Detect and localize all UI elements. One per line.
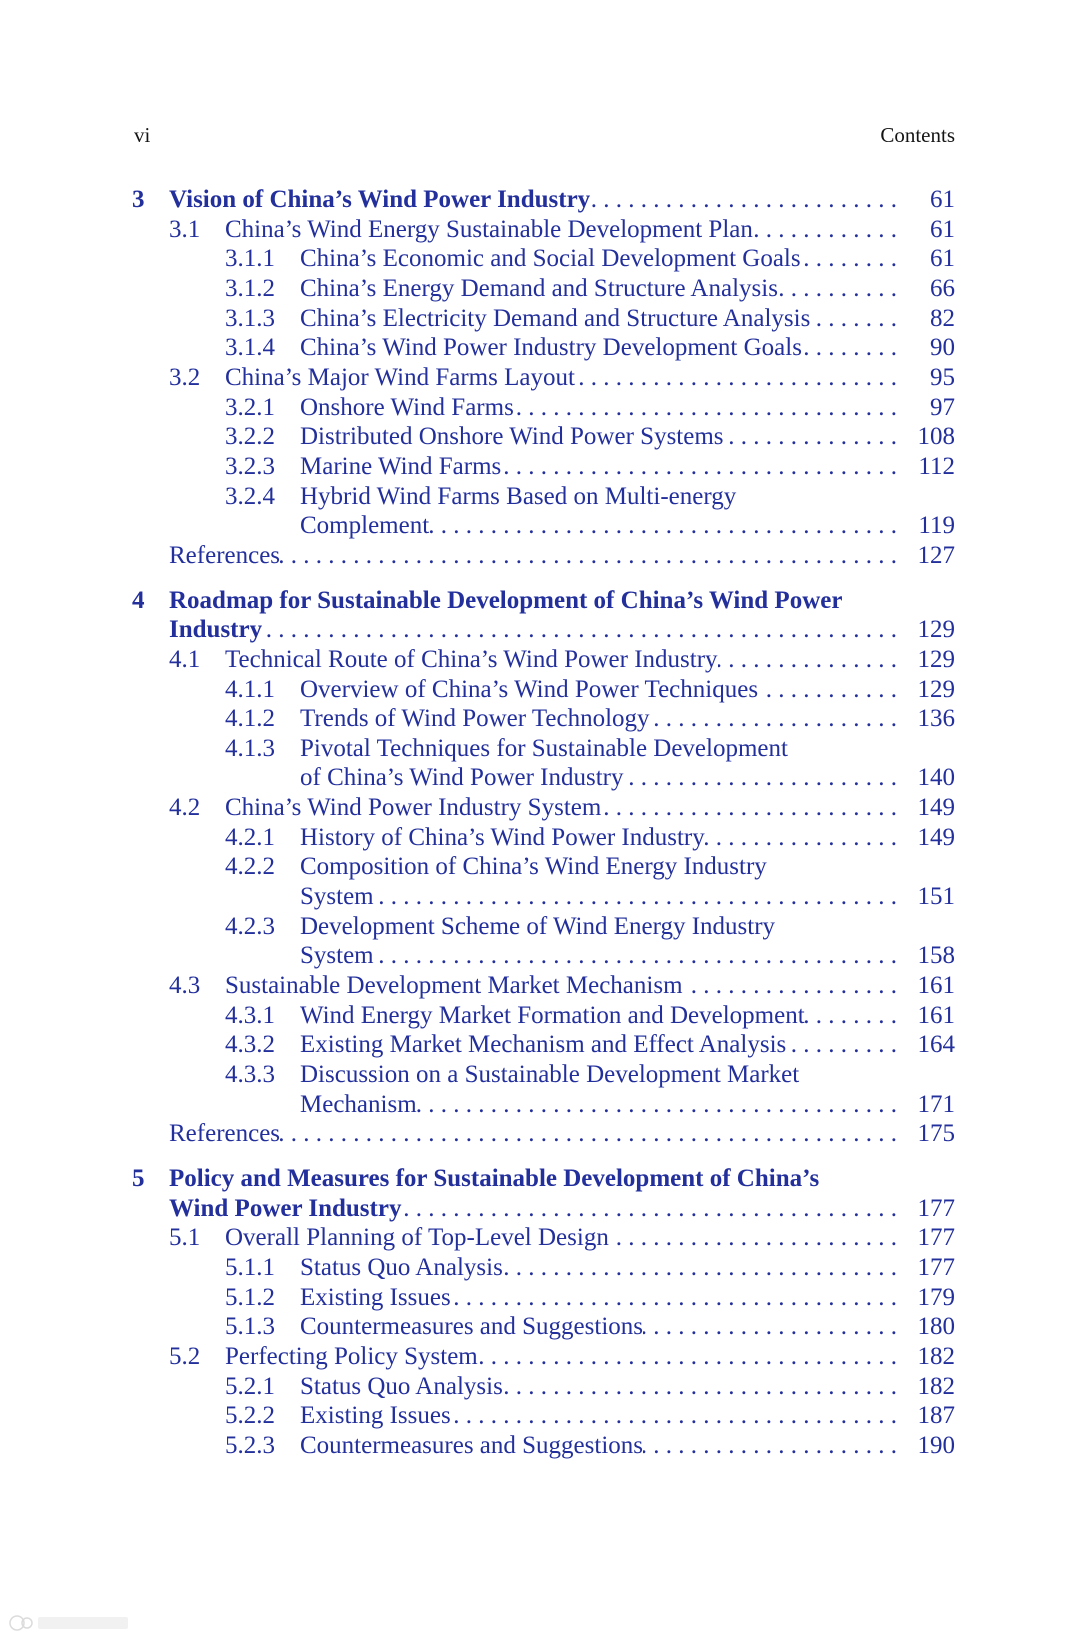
- entry-number: 5.1.2: [225, 1283, 275, 1311]
- dot-leader: [683, 971, 897, 1001]
- entry-line: [300, 422, 955, 452]
- dot-leader: [643, 1431, 897, 1461]
- entry-number: 3.2.2: [225, 423, 275, 451]
- entry-number: 5.2.3: [225, 1431, 275, 1459]
- entry-number: 5.1: [169, 1224, 201, 1252]
- entry-line: [300, 1431, 955, 1461]
- entry-line: [300, 704, 955, 734]
- entry-title: Status Quo Analysis: [300, 1372, 503, 1400]
- entry-line: [300, 1401, 955, 1431]
- toc-subsection-4-3-2[interactable]: [0, 1030, 1080, 1060]
- page-number: 190: [917, 1431, 955, 1459]
- entry-line: [300, 675, 955, 705]
- dot-leader: [374, 941, 897, 971]
- dot-leader: [624, 763, 897, 793]
- page-number: 158: [917, 942, 955, 970]
- page-number: 179: [917, 1283, 955, 1311]
- entry-number: 3.2.4: [225, 482, 275, 510]
- page-folio: vi: [134, 123, 151, 147]
- entry-title: Distributed Onshore Wind Power Systems: [300, 423, 724, 451]
- dot-leader: [401, 1194, 897, 1224]
- entry-number: 4.1.2: [225, 705, 275, 733]
- entry-number: 4.2.3: [225, 912, 275, 940]
- entry-number: 5.1.1: [225, 1253, 275, 1281]
- page-number: 164: [917, 1031, 955, 1059]
- page-number: 90: [930, 334, 955, 362]
- page-number: 95: [930, 363, 955, 391]
- toc-section-4-2[interactable]: [0, 793, 1080, 823]
- entry-line: [300, 1283, 955, 1313]
- entry-line: [300, 274, 955, 304]
- toc-subsection-3-1-2[interactable]: [0, 274, 1080, 304]
- dot-leader: [718, 645, 897, 675]
- dot-leader: [478, 1342, 897, 1372]
- entry-number: 4.3: [169, 972, 201, 1000]
- toc-subsection-4-1-1[interactable]: [0, 675, 1080, 705]
- entry-number: 3.1.2: [225, 274, 275, 302]
- watermark-logo-icon: [8, 1612, 138, 1634]
- dot-leader: [609, 1223, 897, 1253]
- entry-title: Discussion on a Sustainable Development Market: [300, 1061, 800, 1089]
- entry-line: [225, 793, 955, 823]
- toc-subsection-5-1-2[interactable]: [0, 1283, 1080, 1313]
- dot-leader: [753, 215, 897, 245]
- toc-references-chapter-4[interactable]: [0, 1119, 1080, 1149]
- entry-number: 5.2.1: [225, 1372, 275, 1400]
- page-number: 97: [930, 393, 955, 421]
- entry-title: Wind Energy Market Formation and Development: [300, 1001, 805, 1029]
- dot-leader: [601, 793, 897, 823]
- page-number: 151: [917, 883, 955, 911]
- entry-line: [300, 1312, 955, 1342]
- entry-title: Sustainable Development Market Mechanism: [225, 972, 683, 1000]
- entry-line: [300, 823, 955, 853]
- page-number: 129: [917, 616, 955, 644]
- entry-number: 3.1.3: [225, 304, 275, 332]
- toc-subsection-5-1-1[interactable]: [0, 1253, 1080, 1283]
- entry-number: 4.3.3: [225, 1061, 275, 1089]
- dot-leader: [451, 1283, 897, 1313]
- entry-title: Hybrid Wind Farms Based on Multi-energy: [300, 482, 737, 510]
- entry-title: Composition of China’s Wind Energy Industry: [300, 853, 767, 881]
- entry-number: 4: [132, 586, 145, 614]
- entry-line: [169, 185, 955, 215]
- entry-title: Technical Route of China’s Wind Power Industry: [225, 645, 718, 673]
- entry-line: [300, 1001, 955, 1031]
- entry-title: Marine Wind Farms: [300, 452, 502, 480]
- page-number: 161: [917, 972, 955, 1000]
- page-number: 140: [917, 764, 955, 792]
- dot-leader: [417, 1090, 897, 1120]
- page-number: 177: [917, 1194, 955, 1222]
- entry-line: [169, 586, 955, 616]
- page-number: 127: [917, 541, 955, 569]
- entry-number: 4.2.1: [225, 823, 275, 851]
- page-number: 112: [918, 452, 955, 480]
- entry-title: China’s Energy Demand and Structure Analysis: [300, 274, 778, 302]
- running-title: Contents: [880, 123, 955, 147]
- toc-section-3-1[interactable]: [0, 215, 1080, 245]
- dot-leader: [501, 452, 897, 482]
- entry-line: [300, 763, 955, 793]
- entry-line: [300, 1090, 955, 1120]
- toc-chapter-5[interactable]: [0, 1164, 1080, 1223]
- entry-line: [300, 482, 955, 512]
- running-head: [0, 121, 1080, 149]
- table-of-contents: [0, 185, 1080, 1461]
- toc-subsection-4-2-1[interactable]: [0, 823, 1080, 853]
- dot-leader: [801, 244, 897, 274]
- entry-title: Countermeasures and Suggestions: [300, 1431, 644, 1459]
- entry-number: 4.1.3: [225, 734, 275, 762]
- entry-title: Vision of China’s Wind Power Industry: [169, 186, 591, 213]
- toc-subsection-4-3-3[interactable]: [0, 1060, 1080, 1119]
- entry-number: 3.2.3: [225, 452, 275, 480]
- toc-subsection-4-3-1[interactable]: [0, 1001, 1080, 1031]
- page-number: 171: [917, 1090, 955, 1118]
- page-number: 182: [917, 1372, 955, 1400]
- entry-title: China’s Wind Energy Sustainable Development Plan: [225, 215, 753, 243]
- entry-line: [225, 971, 955, 1001]
- entry-line: [300, 1030, 955, 1060]
- dot-leader: [280, 541, 897, 571]
- page-number: 177: [917, 1224, 955, 1252]
- page-number: 119: [918, 512, 955, 540]
- entry-number: 3.1: [169, 215, 201, 243]
- dot-leader: [514, 393, 897, 423]
- entry-title: China’s Electricity Demand and Structure Analysis: [300, 304, 811, 332]
- dot-leader: [805, 1001, 897, 1031]
- page-number: 149: [917, 823, 955, 851]
- entry-line: [300, 941, 955, 971]
- dot-leader: [374, 882, 897, 912]
- dot-leader: [503, 1372, 897, 1402]
- dot-leader: [451, 1401, 897, 1431]
- page-number: 180: [917, 1313, 955, 1341]
- entry-number: 4.1.1: [225, 675, 275, 703]
- entry-title: Perfecting Policy System: [225, 1342, 478, 1370]
- dot-leader: [724, 422, 897, 452]
- dot-leader: [650, 704, 897, 734]
- toc-chapter-3[interactable]: [0, 185, 1080, 215]
- entry-title: System: [300, 883, 374, 911]
- entry-line: [169, 1194, 955, 1224]
- entry-line: [300, 1253, 955, 1283]
- entry-line: [300, 912, 955, 942]
- page-number: 136: [917, 705, 955, 733]
- entry-title: Industry: [169, 616, 263, 644]
- page-number: 129: [917, 675, 955, 703]
- entry-number: 4.1: [169, 645, 201, 673]
- entry-line: [300, 1060, 955, 1090]
- entry-title: Roadmap for Sustainable Development of China’s Wind Power: [169, 586, 843, 614]
- entry-title: Complement: [300, 512, 430, 540]
- entry-title: China’s Wind Power Industry Development Goals: [300, 334, 802, 362]
- toc-chapter-4[interactable]: [0, 586, 1080, 645]
- dot-leader: [590, 185, 897, 215]
- dot-leader: [705, 823, 897, 853]
- toc-subsection-5-1-3[interactable]: [0, 1312, 1080, 1342]
- toc-subsection-4-2-3[interactable]: [0, 912, 1080, 971]
- entry-line: [300, 511, 955, 541]
- entry-title: Mechanism: [300, 1090, 417, 1118]
- dot-leader: [429, 511, 897, 541]
- toc-section-3-2[interactable]: [0, 363, 1080, 393]
- dot-leader: [575, 363, 897, 393]
- entry-title: China’s Economic and Social Development Goals: [300, 245, 801, 273]
- toc-subsection-5-2-1[interactable]: [0, 1372, 1080, 1402]
- entry-number: 5: [132, 1165, 145, 1192]
- entry-line: [300, 304, 955, 334]
- dot-leader: [503, 1253, 897, 1283]
- page-number: 108: [917, 423, 955, 451]
- entry-title: China’s Major Wind Farms Layout: [225, 363, 575, 391]
- dot-leader: [643, 1312, 897, 1342]
- dot-leader: [758, 675, 897, 705]
- entry-line: [300, 393, 955, 423]
- entry-number: 3.2.1: [225, 393, 275, 421]
- entry-line: [225, 645, 955, 675]
- toc-section-4-1[interactable]: [0, 645, 1080, 675]
- entry-line: [225, 1342, 955, 1372]
- page-number: 66: [930, 274, 955, 302]
- entry-title: Existing Issues: [300, 1402, 451, 1430]
- entry-line: [169, 541, 955, 571]
- entry-number: 3.1.1: [225, 245, 275, 273]
- toc-references-chapter-3[interactable]: [0, 541, 1080, 571]
- entry-number: 5.2: [169, 1342, 201, 1370]
- toc-subsection-3-1-1[interactable]: [0, 244, 1080, 274]
- entry-line: [169, 1164, 955, 1194]
- entry-title: Development Scheme of Wind Energy Industry: [300, 912, 776, 940]
- dot-leader: [280, 1119, 897, 1149]
- dot-leader: [778, 274, 897, 304]
- page-number: 177: [917, 1253, 955, 1281]
- entry-number: 3.1.4: [225, 334, 275, 362]
- entry-number: 5.2.2: [225, 1402, 275, 1430]
- entry-title: Wind Power Industry: [169, 1194, 402, 1222]
- dot-leader: [262, 615, 897, 645]
- toc-section-5-2[interactable]: [0, 1342, 1080, 1372]
- entry-title: References: [169, 1120, 281, 1148]
- entry-title: Existing Issues: [300, 1283, 451, 1311]
- entry-number: 4.2: [169, 794, 201, 822]
- entry-title: Trends of Wind Power Technology: [300, 705, 650, 733]
- entry-title: Onshore Wind Farms: [300, 393, 514, 421]
- entry-line: [225, 363, 955, 393]
- dot-leader: [786, 1030, 897, 1060]
- dot-leader: [802, 333, 897, 363]
- toc-subsection-4-1-3[interactable]: [0, 734, 1080, 793]
- entry-title: Overall Planning of Top-Level Design: [225, 1224, 609, 1252]
- page-number: 61: [930, 215, 955, 243]
- entry-title: Overview of China’s Wind Power Techniques: [300, 675, 759, 703]
- page-number: 182: [917, 1342, 955, 1370]
- entry-title: System: [300, 942, 374, 970]
- entry-line: [169, 1119, 955, 1149]
- entry-line: [300, 852, 955, 882]
- entry-line: [225, 1223, 955, 1253]
- entry-number: 4.2.2: [225, 853, 275, 881]
- page-number: 187: [917, 1402, 955, 1430]
- toc-subsection-3-2-1[interactable]: [0, 393, 1080, 423]
- page-number: 161: [917, 1001, 955, 1029]
- entry-line: [300, 452, 955, 482]
- toc-subsection-3-1-3[interactable]: [0, 304, 1080, 334]
- entry-line: [169, 615, 955, 645]
- entry-title: Pivotal Techniques for Sustainable Development: [300, 734, 788, 762]
- page-number: 129: [917, 645, 955, 673]
- page-number: 175: [917, 1120, 955, 1148]
- watermark-logo: [8, 1612, 138, 1634]
- entry-line: [225, 215, 955, 245]
- entry-title: Existing Market Mechanism and Effect Analysis: [300, 1031, 787, 1059]
- entry-title: History of China’s Wind Power Industry: [300, 823, 705, 851]
- entry-number: 5.1.3: [225, 1313, 275, 1341]
- page-number: 149: [917, 794, 955, 822]
- toc-subsection-3-2-4[interactable]: [0, 482, 1080, 541]
- entry-number: 3.2: [169, 363, 201, 391]
- dot-leader: [810, 304, 897, 334]
- entry-title: References: [169, 541, 281, 569]
- entry-number: 4.3.1: [225, 1001, 275, 1029]
- entry-title: Policy and Measures for Sustainable Development of China’s: [169, 1165, 820, 1192]
- page-number: 61: [930, 245, 955, 273]
- entry-title: Status Quo Analysis: [300, 1253, 503, 1281]
- toc-subsection-3-1-4[interactable]: [0, 333, 1080, 363]
- toc-subsection-3-2-2[interactable]: [0, 422, 1080, 452]
- page-number: 82: [930, 304, 955, 332]
- toc-subsection-3-2-3[interactable]: [0, 452, 1080, 482]
- entry-line: [300, 333, 955, 363]
- toc-subsection-4-1-2[interactable]: [0, 704, 1080, 734]
- page-number: 61: [930, 186, 955, 213]
- entry-line: [300, 1372, 955, 1402]
- entry-title: China’s Wind Power Industry System: [225, 794, 602, 822]
- entry-title: of China’s Wind Power Industry: [300, 764, 624, 792]
- entry-number: 4.3.2: [225, 1031, 275, 1059]
- toc-section-5-1[interactable]: [0, 1223, 1080, 1253]
- entry-line: [300, 734, 955, 764]
- entry-line: [300, 244, 955, 274]
- entry-line: [300, 882, 955, 912]
- toc-subsection-5-2-2[interactable]: [0, 1401, 1080, 1431]
- toc-subsection-4-2-2[interactable]: [0, 852, 1080, 911]
- toc-section-4-3[interactable]: [0, 971, 1080, 1001]
- toc-subsection-5-2-3[interactable]: [0, 1431, 1080, 1461]
- entry-title: Countermeasures and Suggestions: [300, 1313, 644, 1341]
- entry-number: 3: [132, 186, 145, 213]
